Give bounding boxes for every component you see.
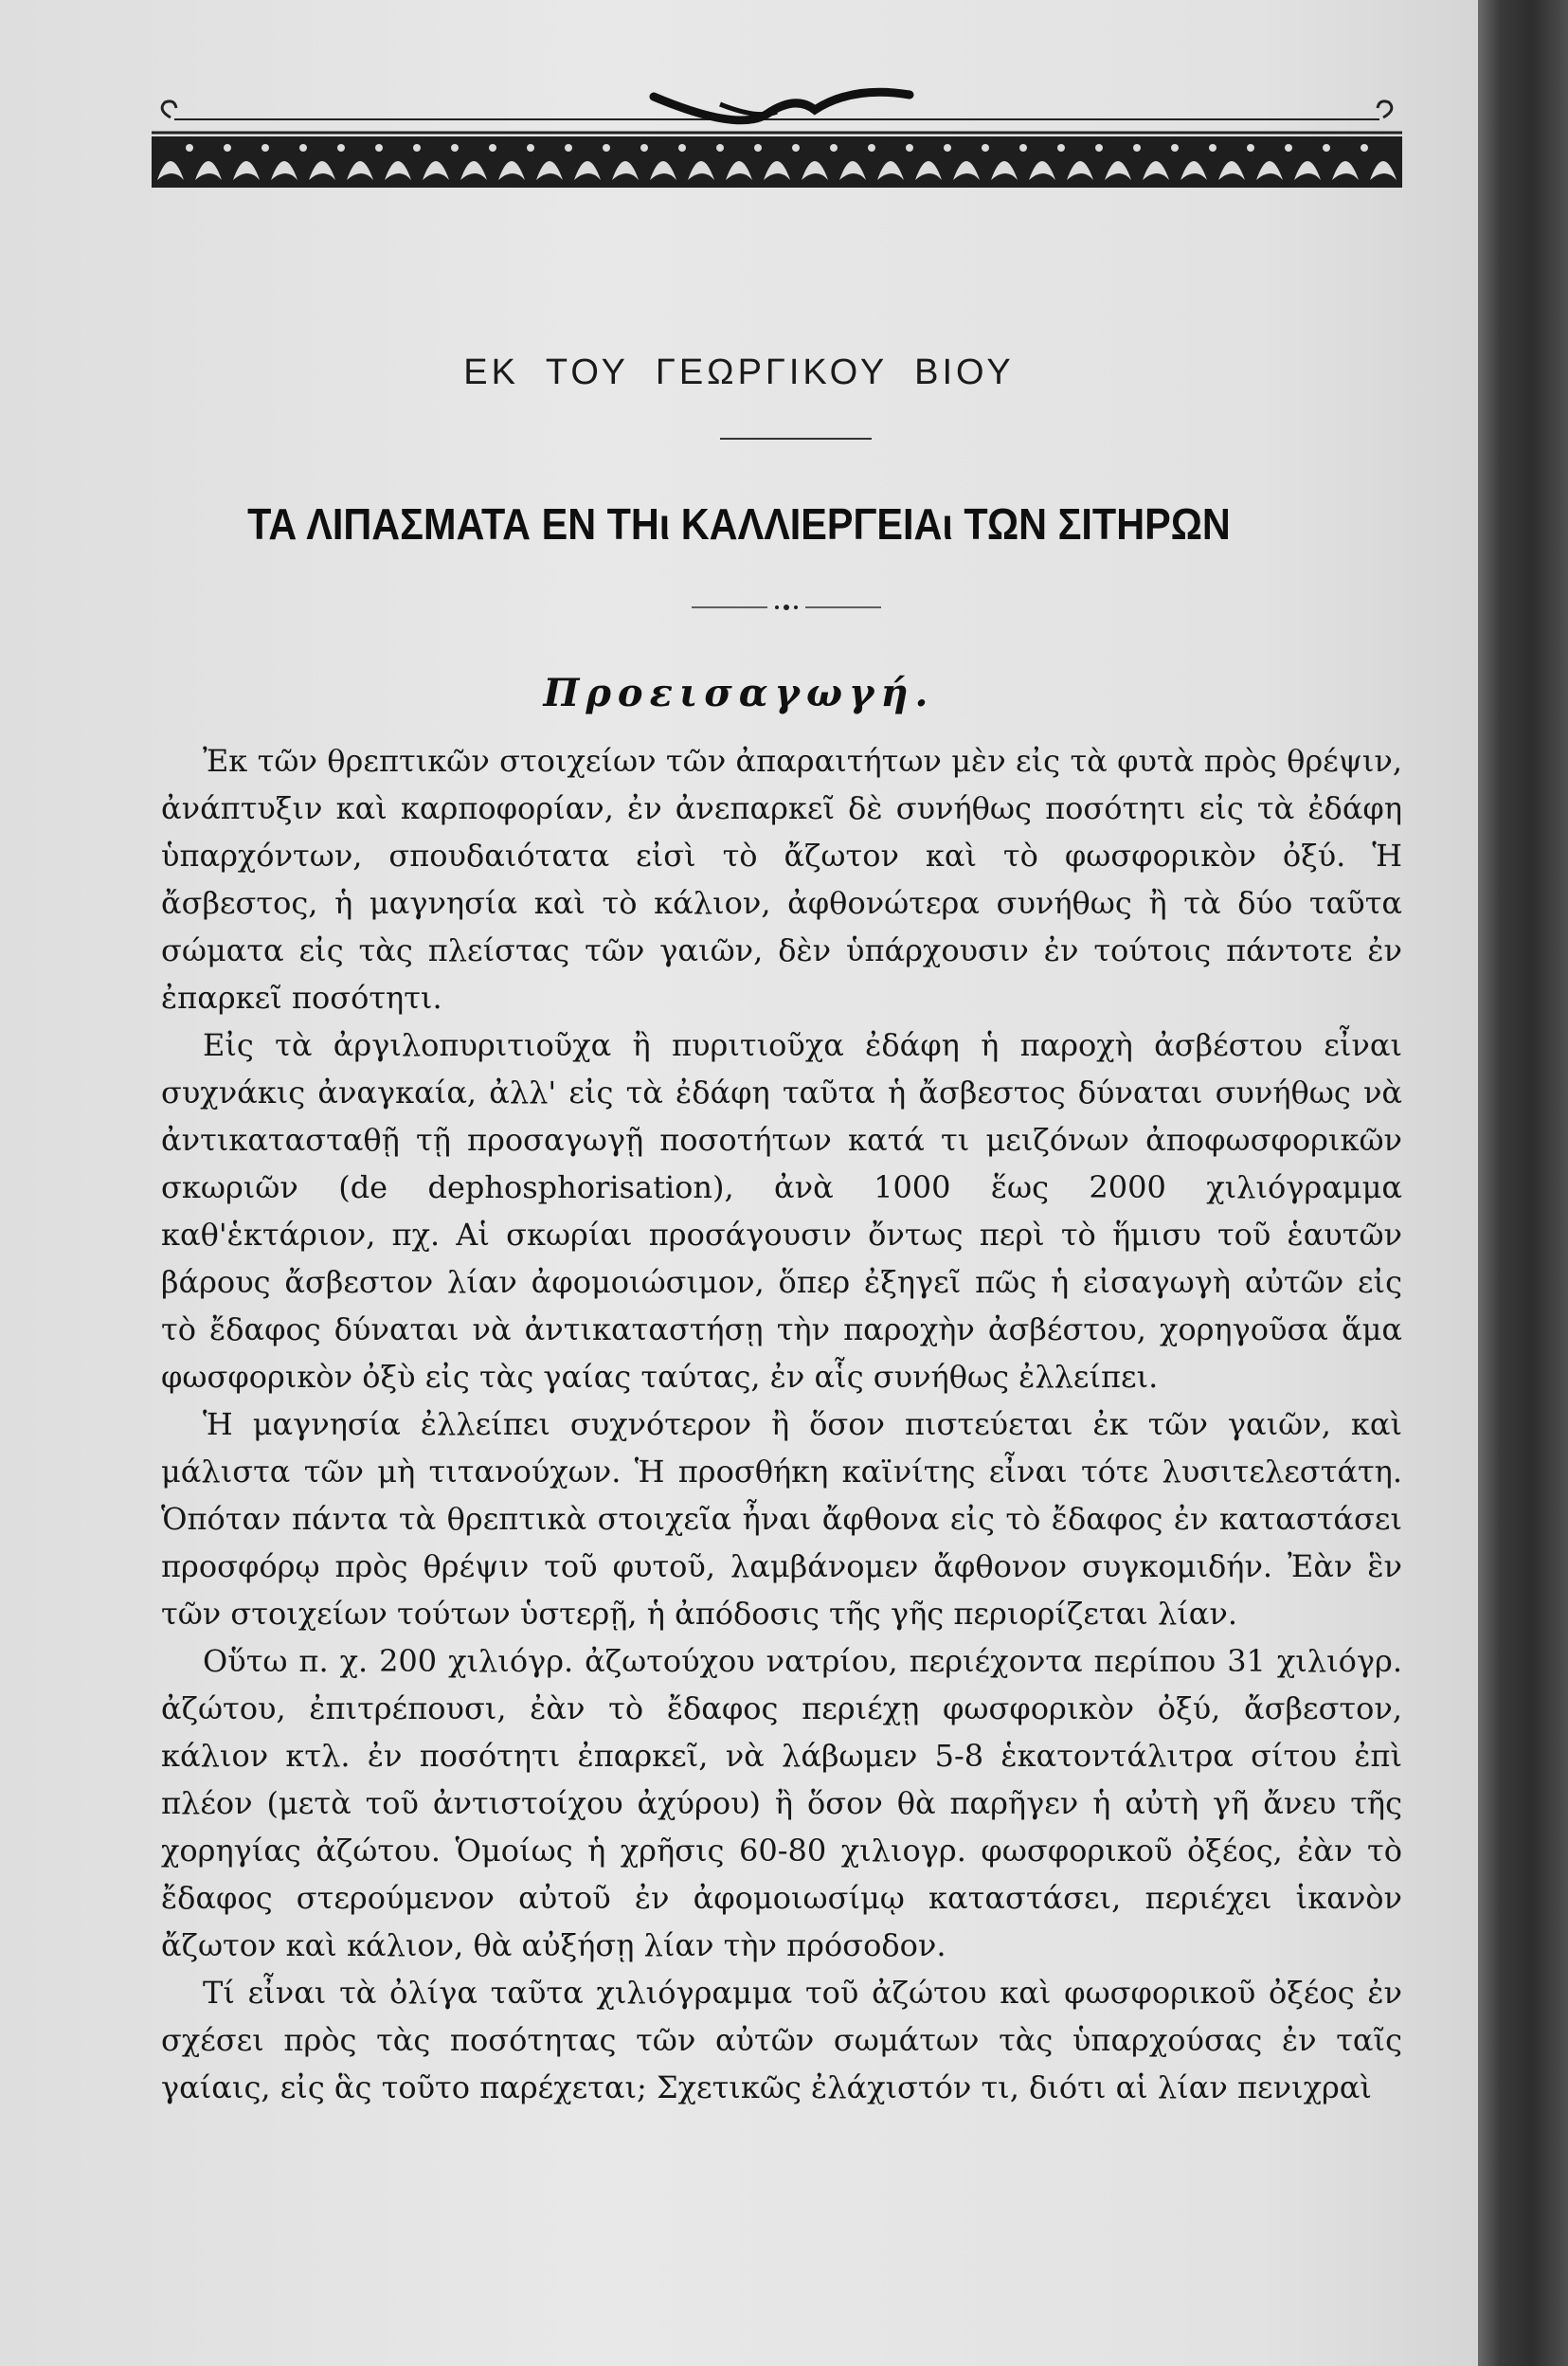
dot-divider [692, 603, 881, 612]
section-title: ΕΚ ΤΟΥ ΓΕΩΡΓΙΚΟΥ ΒΙΟΥ [463, 352, 1015, 392]
paragraph: Ἐκ τῶν θρεπτικῶν στοιχείων τῶν ἀπαραιτήτων μὲν εἰς τὰ φυτὰ πρὸς θρέψιν, ἀνάπτυξιν καὶ καρποφορίαν, ἐν ἀνεπαρκεῖ δὲ συνήθως ποσότητι εἰς τὰ ἐδάφη ὑπαρχόντων, σπουδαιότατα εἰσὶ τὸ ἄζωτον καὶ τὸ φωσφορικὸν ὀξύ. Ἡ ἄσβεστος, ἡ μαγνησία καὶ τὸ κάλιον, ἀφθονώτερα συνήθως ἢ τὰ δύο ταῦτα σώματα εἰς τὰς πλείστας τῶν γαιῶν, δὲν ὑπάρχουσιν ἐν τούτοις πάντοτε ἐν ἐπαρκεῖ ποσότητι. [161, 743, 1402, 1016]
paragraph: Ἡ μαγνησία ἐλλείπει συχνότερον ἢ ὅσον πιστεύεται ἐκ τῶν γαιῶν, καὶ μάλιστα τῶν μὴ τιτανούχων. Ἡ προσθήκη καϊνίτης εἶναι τότε λυσιτελεστάτη. Ὁπόταν πάντα τὰ θρεπτικὰ στοιχεῖα ἦναι ἄφθονα εἰς τὸ ἔδαφος ἐν καταστάσει προσφόρῳ πρὸς θρέψιν τοῦ φυτοῦ, λαμβάνομεν ἄφθονον συγκομιδήν. Ἐὰν ἓν τῶν στοιχείων τούτων ὑστερῇ, ἡ ἀπόδοσις τῆς γῆς περιορίζεται λίαν. [161, 1406, 1402, 1632]
title-divider [720, 438, 872, 440]
section-subheading: Προεισαγωγή. [543, 671, 935, 715]
header-ornament [152, 76, 1402, 199]
book-spine [1478, 0, 1568, 2366]
paragraph: Εἰς τὰ ἀργιλοπυριτιοῦχα ἢ πυριτιοῦχα ἐδάφη ἡ παροχὴ ἀσβέστου εἶναι συχνάκις ἀναγκαία, ἀλλ' εἰς τὰ ἐδάφη ταῦτα ἡ ἄσβεστος δύναται συνήθως νὰ ἀντικατασταθῇ τῇ προσαγωγῇ ποσοτήτων κατά τι μειζόνων ἀποφωσφορικῶν σκωριῶν (de dephosphorisation), ἀνὰ 1000 ἕως 2000 χιλιόγραμμα καθ'ἑκτάριον, πχ. Αἱ σκωρίαι προσάγουσιν ὄντως περὶ τὸ ἥμισυ τοῦ ἑαυτῶν βάρους ἄσβεστον λίαν ἀφομοιώσιμον, ὅπερ ἐξηγεῖ πῶς ἡ εἰσαγωγὴ αὐτῶν εἰς τὸ ἔδαφος δύναται νὰ ἀντικαταστήσῃ τὴν παροχὴν ἀσβέστου, χορηγοῦσα ἅμα φωσφορικὸν ὀξὺ εἰς τὰς γαίας ταύτας, ἐν αἷς συνήθως ἐλλείπει. [161, 1027, 1402, 1395]
paragraph: Οὕτω π. χ. 200 χιλιόγρ. ἀζωτούχου νατρίου, περιέχοντα περίπου 31 χιλιόγρ. ἀζώτου, ἐπιτρέπουσι, ἐὰν τὸ ἔδαφος περιέχῃ φωσφορικὸν ὀξύ, ἄσβεστον, κάλιον κτλ. ἐν ποσότητι ἐπαρκεῖ, νὰ λάβωμεν 5-8 ἑκατοντάλιτρα σίτου ἐπὶ πλέον (μετὰ τοῦ ἀντιστοίχου ἀχύρου) ἢ ὅσον θὰ παρῆγεν ἡ αὐτὴ γῆ ἄνευ τῆς χορηγίας ἀζώτου. Ὁμοίως ἡ χρῆσις 60-80 χιλιογρ. φωσφορικοῦ ὀξέος, ἐὰν τὸ ἔδαφος στερούμενον αὐτοῦ ἐν ἀφομοιωσίμῳ καταστάσει, περιέχει ἱκανὸν ἄζωτον καὶ κάλιον, θὰ αὐξήσῃ λίαν τὴν πρόσοδον. [161, 1643, 1402, 1963]
paragraph: Τί εἶναι τὰ ὀλίγα ταῦτα χιλιόγραμμα τοῦ ἀζώτου καὶ φωσφορικοῦ ὀξέος ἐν σχέσει πρὸς τὰς ποσότητας τῶν αὐτῶν σωμάτων τὰς ὑπαρχούσας ἐν ταῖς γαίαις, εἰς ἃς τοῦτο παρέχεται; Σχετικῶς ἐλάχιστόν τι, διότι αἱ λίαν πενιχραὶ [161, 1975, 1402, 2105]
article-body [161, 737, 1402, 2111]
article-title: ΤΑ ΛΙΠΑΣΜΑΤΑ ΕΝ ΤΗι ΚΑΛΛΙΕΡΓΕΙΑι ΤΩΝ ΣΙΤΗΡΩΝ [247, 499, 1231, 549]
